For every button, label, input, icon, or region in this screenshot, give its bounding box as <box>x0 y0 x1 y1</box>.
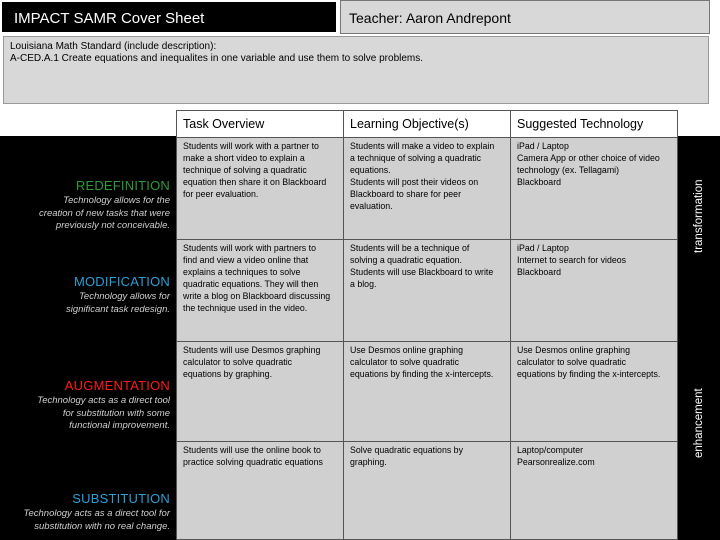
desc-line: for substitution with some <box>62 407 170 419</box>
cell-line: Use Desmos online graphing <box>350 345 463 355</box>
cell-line: equation then share it on Blackboard <box>183 177 327 187</box>
cell-line: Students will work with a partner to <box>183 141 319 151</box>
cell-line: write a blog on Blackboard discussing <box>183 291 331 301</box>
samr-levels-panel <box>0 136 176 540</box>
cell-line: evaluation. <box>350 201 393 211</box>
desc-line: Technology acts as a direct tool <box>37 395 170 406</box>
cell-line: a blog. <box>350 279 377 289</box>
cell-line: a technique of solving a quadratic <box>350 153 482 163</box>
table-cell <box>176 341 344 442</box>
cell-line: equations by finding the x-intercepts. <box>350 369 494 379</box>
standard-label: Louisiana Math Standard (include description): <box>10 41 217 52</box>
cell-line: Use Desmos online graphing <box>517 345 630 355</box>
cell-line: Blackboard to share for peer <box>350 189 462 199</box>
level-substitution <box>24 491 170 533</box>
level-augmentation <box>37 378 170 433</box>
cell-line: Blackboard <box>517 177 562 187</box>
header-learning-objectives: Learning Objective(s) <box>343 110 511 138</box>
cell-line: practice solving quadratic equations <box>183 457 323 467</box>
cell-line: calculator to solve quadratic <box>517 357 627 367</box>
cell-line: Students will work with partners to <box>183 243 316 253</box>
desc-line: previously not conceivable. <box>55 220 170 231</box>
header-suggested-technology: Suggested Technology <box>510 110 678 138</box>
cell-line: equations by finding the x-intercepts. <box>517 369 661 379</box>
cell-line: Laptop/computer <box>517 445 584 455</box>
level-name: AUGMENTATION <box>64 378 170 393</box>
side-label-text: enhancement <box>693 388 705 458</box>
desc-line: Technology acts as a direct tool for <box>23 508 170 519</box>
header-task-overview: Task Overview <box>176 110 344 138</box>
table-cell <box>343 239 511 342</box>
cell-line: graphing. <box>350 457 387 467</box>
cell-line: technology (ex. Tellagami) <box>517 165 620 175</box>
level-description <box>39 195 170 233</box>
cell-line: find and view a video online that <box>183 255 309 265</box>
desc-line: functional improvement. <box>69 420 170 431</box>
cell-line: Students will make a video to explain <box>350 141 495 151</box>
cell-line: make a short video to explain a <box>183 153 305 163</box>
table-cell <box>343 341 511 442</box>
cell-line: equations by graphing. <box>183 369 273 379</box>
cell-line: technique of solving a quadratic <box>183 165 307 175</box>
table-cell <box>510 137 678 240</box>
cell-line: the technique used in the video. <box>183 303 308 313</box>
cell-line: Students will use the online book to <box>183 445 321 455</box>
cell-line: for peer evaluation. <box>183 189 259 199</box>
transformation-label <box>678 179 720 253</box>
cell-line: iPad / Laptop <box>517 141 569 151</box>
cell-line: Students will be a technique of <box>350 243 470 253</box>
enhancement-label <box>678 388 720 458</box>
teacher-name: Teacher: Aaron Andrepont <box>340 0 710 34</box>
cell-line: explains a techniques to solve <box>183 267 301 277</box>
table-cell <box>176 137 344 240</box>
desc-line: Technology allows for <box>78 291 170 302</box>
category-side-panel <box>678 136 720 540</box>
standard-box <box>3 36 709 104</box>
table-cell <box>176 239 344 342</box>
level-description <box>24 508 170 533</box>
table-cell <box>343 441 511 540</box>
cell-line: Camera App or other choice of video <box>517 153 660 163</box>
cell-line: Students will use Desmos graphing <box>183 345 321 355</box>
table-cell <box>510 239 678 342</box>
level-redefinition <box>39 178 170 233</box>
table-cell <box>176 441 344 540</box>
desc-line: creation of new tasks that were <box>39 207 170 219</box>
cell-line: calculator to solve quadratic <box>183 357 293 367</box>
cell-line: Blackboard <box>517 267 562 277</box>
cell-line: Students will use Blackboard to write <box>350 267 494 277</box>
side-label-text: transformation <box>693 179 705 253</box>
level-modification <box>66 274 170 316</box>
cell-line: calculator to solve quadratic <box>350 357 460 367</box>
level-name: MODIFICATION <box>73 274 170 289</box>
cell-line: iPad / Laptop <box>517 243 569 253</box>
level-name: REDEFINITION <box>75 178 170 193</box>
cell-line: equations. <box>350 165 391 175</box>
cell-line: Internet to search for videos <box>517 255 627 265</box>
cell-line: solving a quadratic equation. <box>350 255 462 265</box>
level-description <box>37 395 170 433</box>
level-description <box>66 291 170 316</box>
level-name: SUBSTITUTION <box>72 491 170 506</box>
desc-line: significant task redesign. <box>65 303 170 315</box>
cell-line: Pearsonrealize.com <box>517 457 595 467</box>
table-cell <box>343 137 511 240</box>
table-cell <box>510 441 678 540</box>
desc-line: substitution with no real change. <box>34 520 170 532</box>
cell-line: quadratic equations. They will then <box>183 279 319 289</box>
task-table <box>176 110 678 540</box>
cell-line: Solve quadratic equations by <box>350 445 463 455</box>
cell-line: Students will post their videos on <box>350 177 479 187</box>
standard-text: A-CED.A.1 Create equations and inequalites in one variable and use them to solve problems. <box>10 53 424 64</box>
document-title: IMPACT SAMR Cover Sheet <box>0 0 338 34</box>
table-cell <box>510 341 678 442</box>
desc-line: Technology allows for the <box>63 195 170 206</box>
